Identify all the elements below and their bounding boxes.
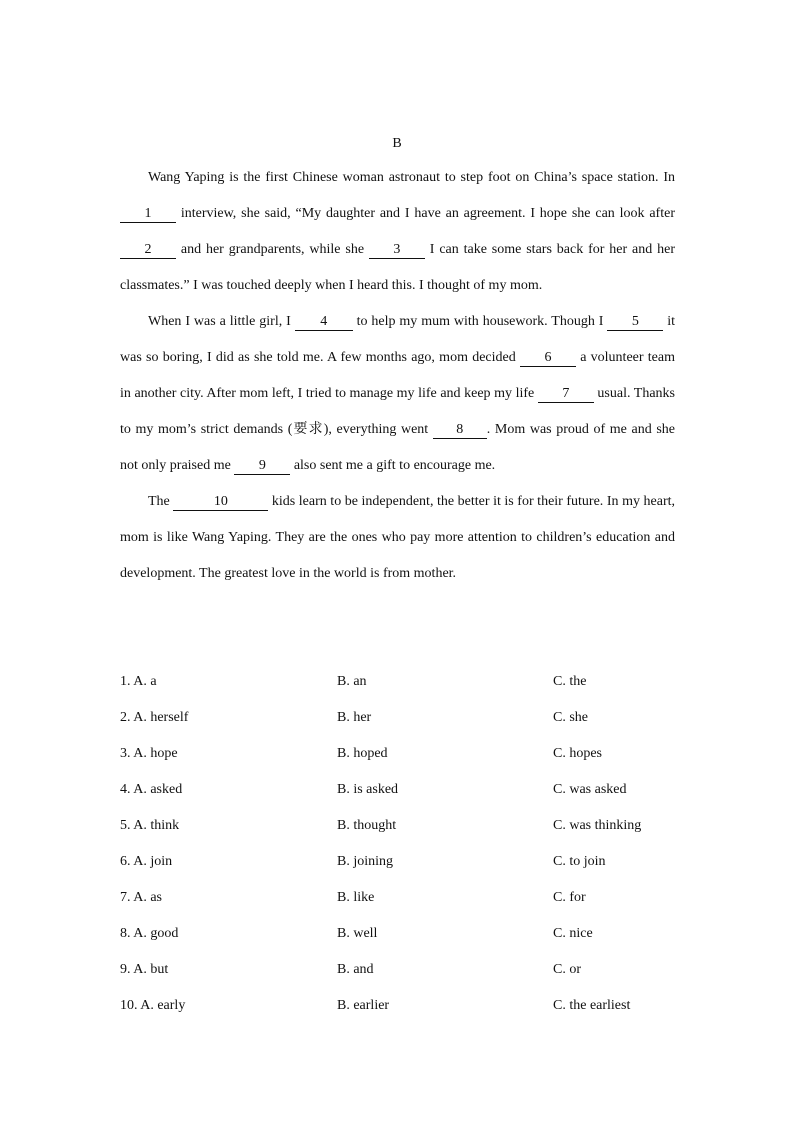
blank-1: 1 (120, 206, 176, 223)
cloze-passage (120, 160, 675, 592)
option-a: 3. A. hope (120, 746, 178, 761)
option-c: C. nice (553, 926, 593, 941)
paragraph-3 (120, 484, 675, 592)
answer-options (120, 664, 680, 1024)
option-b: B. hoped (337, 746, 388, 761)
option-b: B. and (337, 962, 374, 977)
question-row (120, 808, 680, 844)
option-a: 10. A. early (120, 998, 186, 1013)
question-row (120, 736, 680, 772)
blank-3: 3 (369, 242, 425, 259)
option-a: 6. A. join (120, 854, 173, 869)
blank-6: 6 (520, 350, 576, 367)
option-c: C. hopes (553, 746, 602, 761)
section-title: B (392, 136, 402, 151)
passage-text: . Mom was proud of me and she not only praised me (120, 422, 675, 473)
blank-10: 10 (173, 494, 268, 511)
blank-8: 8 (433, 422, 487, 439)
blank-5: 5 (607, 314, 663, 331)
passage-text: a volunteer team in another city. After mom left, I tried to manage my life and keep my life (120, 350, 675, 401)
passage-text: kids learn to be independent, the better it is for their future. In my heart, mom is like Wang Yaping. They are the ones who pay more attention to children’s education and development. The greatest love in the world is from mother. (120, 494, 676, 581)
option-c: C. the (553, 674, 587, 689)
passage-text: it was so boring, I did as she told me. A few months ago, mom decided (120, 314, 676, 365)
passage-text: When I was a little girl, I (148, 314, 295, 329)
option-b: B. is asked (337, 782, 399, 797)
question-row (120, 988, 680, 1024)
option-a: 7. A. as (120, 890, 162, 905)
option-a: 1. A. a (120, 674, 157, 689)
option-c: C. the earliest (553, 998, 631, 1013)
blank-7: 7 (538, 386, 594, 403)
question-row (120, 700, 680, 736)
blank-9: 9 (234, 458, 290, 475)
option-c: C. to join (553, 854, 606, 869)
option-b: B. joining (337, 854, 394, 869)
option-b: B. well (337, 926, 378, 941)
passage-text: interview, she said, “My daughter and I have an agreement. I hope she can look after (176, 206, 675, 221)
passage-text: to help my mum with housework. Though I (352, 314, 608, 329)
option-b: B. thought (337, 818, 397, 833)
passage-text: Wang Yaping is the first Chinese woman astronaut to step foot on China’s space station. In (148, 170, 675, 185)
passage-text: I can take some stars back for her and her classmates.” I was touched deeply when I heard this. I thought of my mom. (120, 242, 675, 293)
paragraph-2 (120, 304, 675, 484)
question-row (120, 772, 680, 808)
passage-text: usual. Thanks to my mom’s strict demands (要求), everything went (120, 386, 676, 437)
paragraph-1 (120, 160, 675, 304)
question-row (120, 880, 680, 916)
question-row (120, 952, 680, 988)
option-b: B. like (337, 890, 375, 905)
option-c: C. was thinking (553, 818, 642, 833)
option-c: C. or (553, 962, 581, 977)
option-b: B. her (337, 710, 372, 725)
question-row (120, 916, 680, 952)
option-a: 9. A. but (120, 962, 169, 977)
blank-4: 4 (295, 314, 353, 331)
option-a: 2. A. herself (120, 710, 189, 725)
option-b: B. an (337, 674, 367, 689)
blank-2: 2 (120, 242, 176, 259)
question-row (120, 664, 680, 700)
passage-text: also sent me a gift to encourage me. (290, 458, 496, 473)
passage-text: and her grandparents, while she (176, 242, 369, 257)
passage-text: The (148, 494, 174, 509)
option-c: C. she (553, 710, 588, 725)
option-a: 5. A. think (120, 818, 180, 833)
option-a: 8. A. good (120, 926, 179, 941)
option-c: C. was asked (553, 782, 627, 797)
question-row (120, 844, 680, 880)
option-b: B. earlier (337, 998, 390, 1013)
option-c: C. for (553, 890, 586, 905)
option-a: 4. A. asked (120, 782, 183, 797)
